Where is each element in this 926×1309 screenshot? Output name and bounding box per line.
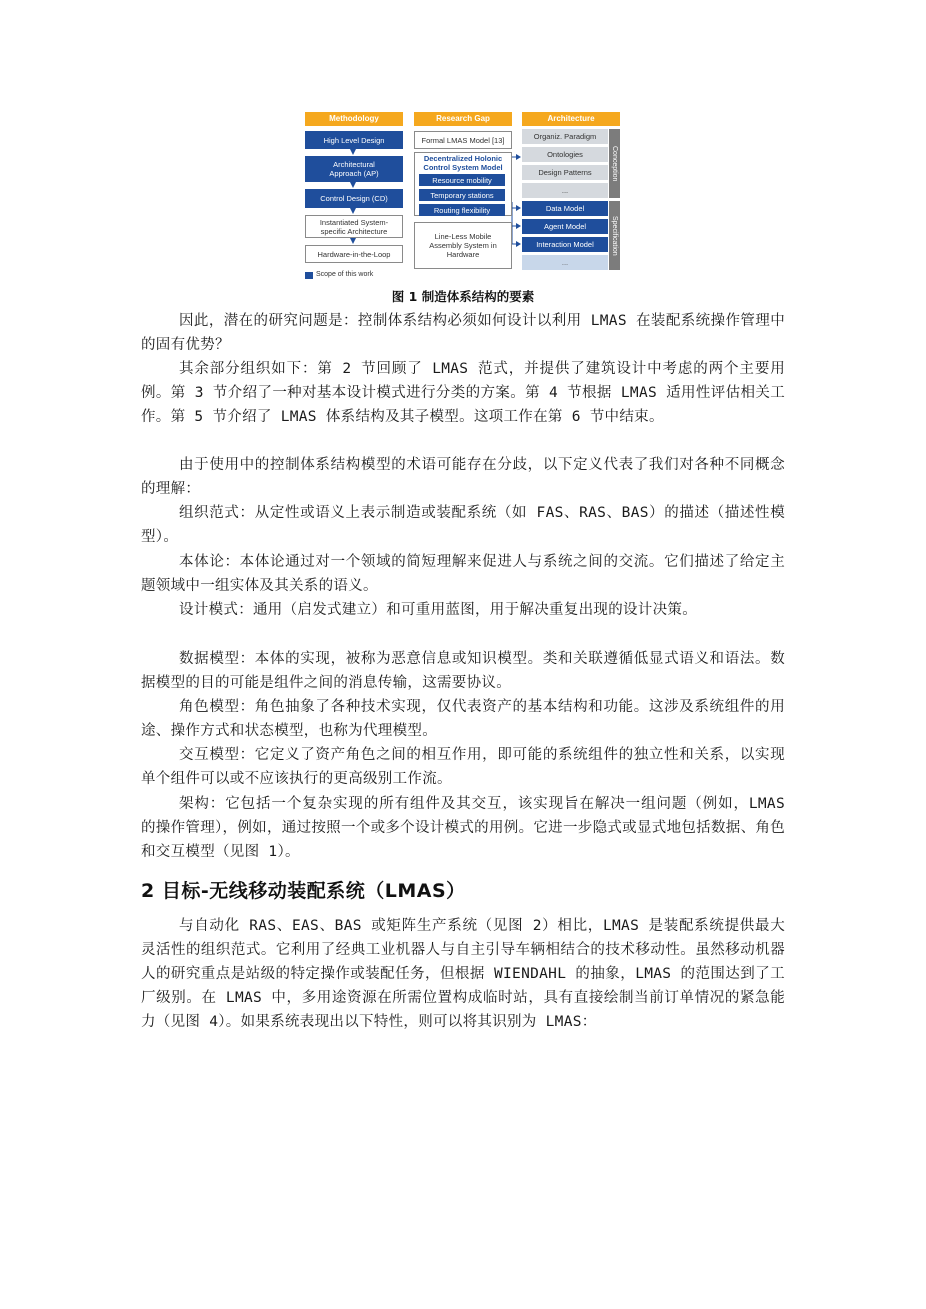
legend-label: Scope of this work xyxy=(316,271,374,278)
methodology-control-design: Control Design (CD) xyxy=(305,189,403,208)
arch-agent-model: Agent Model xyxy=(522,219,608,234)
paragraph-lmas-definition: 与自动化 RAS、EAS、BAS 或矩阵生产系统（见图 2）相比，LMAS 是装配系统提供最大灵活性的组织范式。它利用了经典工业机器人与自主引导车辆相结合的技术移动性。虽然移动机器人的研究重点是站级的特定操作或装配任务，但根据 WIENDAHL 的抽象，LMAS 的范围达到了工厂级别。在 LMAS 中，多用途资源在所需位置构成临时站，具有直接绘制当前订单情况的紧急能力（见图 4）。如果系统表现出以下特性，则可以将其识别为 LMAS： xyxy=(141,918,785,1030)
arch-organiz-paradigm: Organiz. Paradigm xyxy=(522,129,608,144)
paragraph-architecture: 架构：它包括一个复杂实现的所有组件及其交互，该实现旨在解决一组问题（例如，LMAS 的操作管理），例如，通过按照一个或多个设计模式的用例。它进一步隐式或显式地包括数据、角色和交互模型（见图 1）。 xyxy=(141,796,785,860)
arch-ontologies: Ontologies xyxy=(522,147,608,162)
arch-conception-more: ... xyxy=(522,183,608,198)
architecture-figure xyxy=(300,112,626,284)
subitem-temporary-stations: Temporary stations xyxy=(419,189,505,201)
paragraph-design-pattern: 设计模式：通用（启发式建立）和可重用蓝图，用于解决重复出现的设计决策。 xyxy=(179,602,697,618)
paragraph-definitions-intro: 由于使用中的控制体系结构模型的术语可能存在分歧，以下定义代表了我们对各种不同概念的理解： xyxy=(141,457,785,497)
paragraph-role-model: 角色模型：角色抽象了各种技术实现，仅代表资产的基本结构和功能。这涉及系统组件的用途、操作方式和状态模型，也称为代理模型。 xyxy=(141,699,785,739)
line-less-hardware: Line-Less Mobile Assembly System in Hardware xyxy=(414,222,512,269)
arch-specification-more: ... xyxy=(522,255,608,270)
paragraph-data-model: 数据模型：本体的实现，被称为恶意信息或知识模型。类和关联遵循低显式语义和语法。数据模型的目的可能是组件之间的消息传输，这需要协议。 xyxy=(141,651,785,691)
methodology-hardware-in-the-loop: Hardware-in-the-Loop xyxy=(305,245,403,263)
subitem-resource-mobility: Resource mobility xyxy=(419,174,505,186)
arch-interaction-model: Interaction Model xyxy=(522,237,608,252)
methodology-header: Methodology xyxy=(305,112,403,126)
paragraph-ontology: 本体论：本体论通过对一个领域的简短理解来促进人与系统之间的交流。它们描述了给定主题领域中一组实体及其关系的语义。 xyxy=(141,554,785,594)
methodology-instantiated-architecture: Instantiated System-specific Architecture xyxy=(305,215,403,238)
paragraph-organization: 其余部分组织如下：第 2 节回顾了 LMAS 范式，并提供了建筑设计中考虑的两个主要用例。第 3 节介绍了一种对基本设计模式进行分类的方案。第 4 节根据 LMAS 适用性评估相关工作。第 5 节介绍了 LMAS 体系结构及其子模型。这项工作在第 6 节中结束。 xyxy=(141,361,785,425)
decentralized-control-model-label: Decentralized Holonic Control System Model xyxy=(423,154,503,172)
subitem-routing-flexibility: Routing flexibility xyxy=(419,204,505,216)
paragraph-interaction-model: 交互模型：它定义了资产角色之间的相互作用，即可能的系统组件的独立性和关系，以实现单个组件可以或不应该执行的更高级别工作流。 xyxy=(141,747,785,787)
legend-swatch xyxy=(305,272,313,279)
methodology-architectural-approach: Architectural Approach (AP) xyxy=(305,156,403,182)
arch-design-patterns: Design Patterns xyxy=(522,165,608,180)
architecture-header: Architecture xyxy=(522,112,620,126)
paragraph-organizational-paradigm: 组织范式：从定性或语义上表示制造或装配系统（如 FAS、RAS、BAS）的描述（描述性模型）。 xyxy=(141,505,785,545)
section-heading: 2 目标-无线移动装配系统（LMAS） xyxy=(141,880,466,902)
conception-label: Conception xyxy=(609,129,620,198)
methodology-high-level-design: High Level Design xyxy=(305,131,403,149)
specification-label: Specification xyxy=(609,201,620,270)
research-gap-header: Research Gap xyxy=(414,112,512,126)
formal-lmas-model: Formal LMAS Model [13] xyxy=(414,131,512,149)
arch-data-model: Data Model xyxy=(522,201,608,216)
paragraph-research-question: 因此，潜在的研究问题是：控制体系结构必须如何设计以利用 LMAS 在装配系统操作管理中的固有优势？ xyxy=(141,313,785,353)
figure-caption: 图 1 制造体系结构的要素 xyxy=(391,289,535,304)
